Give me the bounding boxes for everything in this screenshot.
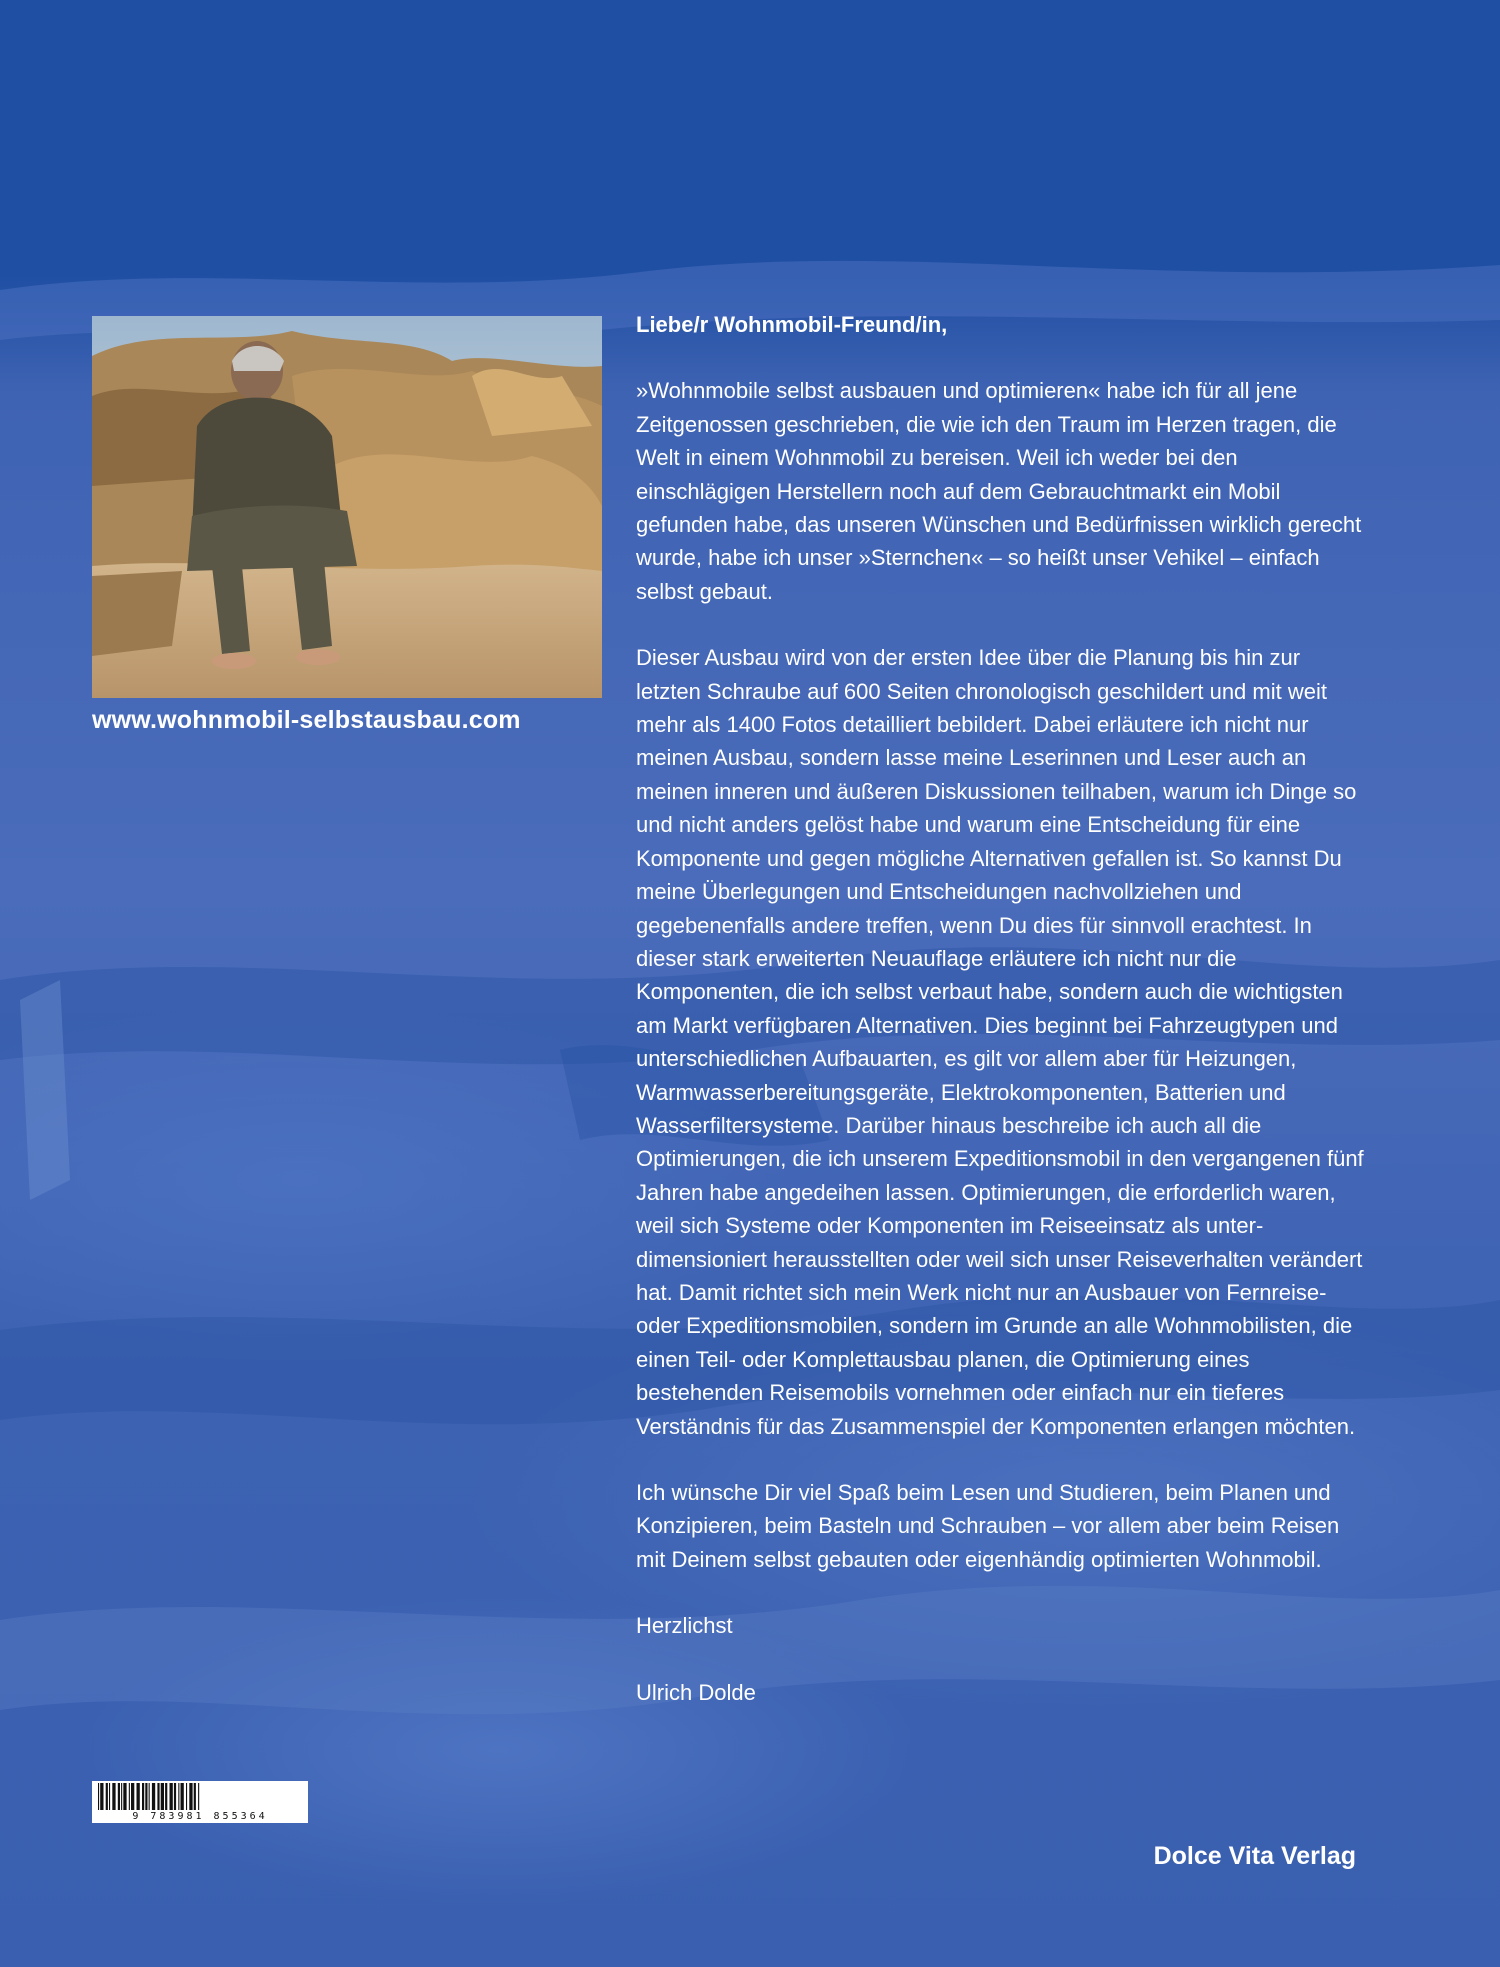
letter-salutation: Liebe/r Wohnmobil-Freund/in,	[636, 312, 948, 337]
isbn-barcode	[92, 1781, 308, 1823]
barcode-bar	[121, 1783, 122, 1810]
barcode-bar	[189, 1783, 192, 1810]
barcode-bar	[112, 1783, 115, 1810]
barcode-bar	[131, 1783, 134, 1810]
barcode-bar	[100, 1783, 103, 1810]
barcode-bar	[142, 1783, 144, 1810]
barcode-bar	[194, 1783, 196, 1810]
barcode-bar	[137, 1783, 140, 1810]
barcode-bar	[145, 1783, 147, 1810]
barcode-bar	[109, 1783, 110, 1810]
barcode-number: 9 783981 855364	[132, 1811, 268, 1822]
author-photo	[92, 316, 602, 698]
publisher-name: Dolce Vita Verlag	[1153, 1842, 1356, 1870]
barcode-bar	[118, 1783, 120, 1810]
letter-paragraph-2: Dieser Ausbau wird von der ersten Idee über die Planung bis hin zur letzten Schraube auf 600 Seiten chronologisch geschildert und mit weit mehr als 1400 Fotos detailliert bebildert. Dabei erläutere ich nicht nur meinen Ausbau, sondern lasse meine Leserinnen und Leser auch an meinen inneren und äußeren Diskussionen teilhaben, warum ich Dinge so und nicht anders gelöst habe und warum eine Entscheidung für eine Komponente und gegen mögliche Alternativen gefallen ist. So kannst Du meine Überlegungen und Entscheidungen nachvollziehen und gegebenenfalls andere treffen, wenn Du dies für sinnvoll erachtest. In dieser stark erweiterten Neuauflage erläutere ich nicht nur die Komponenten, die ich selbst verbaut habe, sondern auch die wichtigsten am Markt verfügbaren Alternativen. Dies beginnt bei Fahrzeugtypen und unterschiedlichen Aufbauarten, es gilt vor allem aber für Heizungen, Warmwasserbereitungsgeräte, Elektrokomponenten, Batterien und Wasserfiltersysteme. Darüber hinaus beschreibe ich auch all die Optimierungen, die ich unserem Expeditionsmobil in den vergangenen fünf Jahren habe angedeihen lassen. Optimierungen, die erforderlich waren, weil sich Systeme oder Komponenten im Reiseeinsatz als unterdimensioniert herausstellten oder weil sich unser Reiseverhalten verändert hat. Damit richtet sich mein Werk nicht nur an Ausbauer von Fernreise- oder Expeditionsmobilen, sondern im Grunde an alle Wohnmobilisten, die einen Teil- oder Komplettausbau planen, die Optimierung eines bestehenden Reisemobils vornehmen oder einfach nur ein tieferes Verständnis für das Zusammenspiel der Komponenten erlangen möchten.	[636, 645, 1364, 1439]
barcode-bar	[170, 1783, 173, 1810]
barcode-bar	[165, 1783, 167, 1810]
letter-text	[636, 308, 1366, 1742]
barcode-bar	[129, 1783, 130, 1810]
letter-paragraph-3: Ich wünsche Dir viel Spaß beim Lesen und Studieren, beim Planen und Konzipieren, beim Basteln und Schrauben – vor allem aber beim Reisen mit Deinem selbst gebauten oder eigenhändig optimierten Wohnmobil.	[636, 1480, 1340, 1572]
barcode-bar	[152, 1783, 155, 1810]
letter-paragraph-1: »Wohnmobile selbst ausbauen und optimieren« habe ich für all jene Zeitgenossen geschrieben, die wie ich den Traum im Herzen tragen, die Welt in einem Wohnmobil zu bereisen. Weil ich weder bei den einschlägigen Herstellern noch auf dem Gebrauchtmarkt ein Mobil gefunden habe, das unseren Wünschen und Bedürfnissen wirklich gerecht wurde, habe ich unser »Sternchen« – so heißt unser Vehikel – einfach selbst gebaut.	[636, 378, 1362, 604]
barcode-bar	[181, 1783, 184, 1810]
website-url: www.wohnmobil-selbstausbau.com	[92, 706, 521, 734]
barcode-bar	[186, 1783, 187, 1810]
barcode-bar	[198, 1783, 199, 1810]
barcode-bar	[157, 1783, 159, 1810]
barcode-bar	[123, 1783, 126, 1810]
barcode-bar	[174, 1783, 176, 1810]
barcode-bar	[178, 1783, 179, 1810]
barcode-bar	[149, 1783, 150, 1810]
author-photo-image	[92, 316, 602, 698]
barcode-bar	[161, 1783, 164, 1810]
barcode-bar	[98, 1783, 99, 1810]
letter-signature: Ulrich Dolde	[636, 1679, 756, 1705]
letter-closing: Herzlichst	[636, 1613, 733, 1639]
barcode-bar	[106, 1783, 108, 1810]
